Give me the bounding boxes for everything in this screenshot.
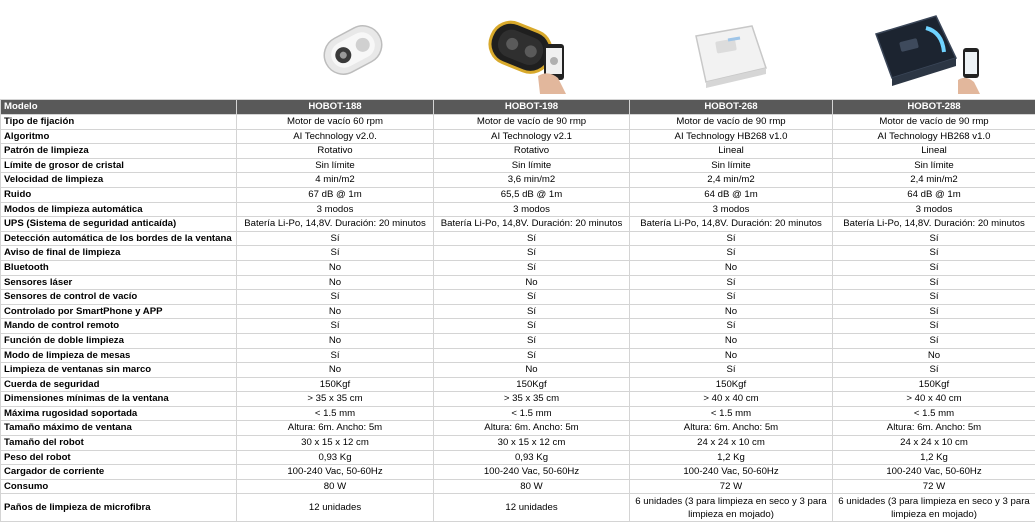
row-value: Lineal <box>833 144 1035 159</box>
row-value: Sí <box>434 246 630 261</box>
table-row <box>1 115 1035 130</box>
row-label: Sensores láser <box>1 275 237 290</box>
table-row <box>1 392 1035 407</box>
row-value: 4 min/m2 <box>237 173 434 188</box>
row-value: > 35 x 35 cm <box>237 392 434 407</box>
row-label: Dimensiones mínimas de la ventana <box>1 392 237 407</box>
row-value: 12 unidades <box>434 494 630 522</box>
header-model-label: Modelo <box>1 100 237 115</box>
table-row <box>1 144 1035 159</box>
row-value: 150Kgf <box>833 377 1035 392</box>
row-label: Tamaño máximo de ventana <box>1 421 237 436</box>
table-row <box>1 377 1035 392</box>
row-value: No <box>630 333 833 348</box>
row-value: Sí <box>833 363 1035 378</box>
table-row <box>1 173 1035 188</box>
row-value: Batería Li-Po, 14,8V. Duración: 20 minutos <box>434 217 630 232</box>
row-value: Sin límite <box>833 158 1035 173</box>
row-value: 1,2 Kg <box>630 450 833 465</box>
table-row <box>1 217 1035 232</box>
table-row <box>1 479 1035 494</box>
table-row <box>1 363 1035 378</box>
row-label: Tamaño del robot <box>1 436 237 451</box>
table-row <box>1 450 1035 465</box>
row-value: 100-240 Vac, 50-60Hz <box>434 465 630 480</box>
row-value: < 1.5 mm <box>237 406 434 421</box>
row-value: 3 modos <box>630 202 833 217</box>
table-row <box>1 304 1035 319</box>
row-value: 12 unidades <box>237 494 434 522</box>
row-value: No <box>237 260 434 275</box>
row-label: Patrón de limpieza <box>1 144 237 159</box>
row-value: Sí <box>237 246 434 261</box>
row-value: No <box>237 363 434 378</box>
row-value: Motor de vacío de 90 rmp <box>434 115 630 130</box>
table-row <box>1 406 1035 421</box>
row-label: UPS (Sistema de seguridad anticaída) <box>1 217 237 232</box>
row-value: Batería Li-Po, 14,8V. Duración: 20 minutos <box>630 217 833 232</box>
row-label: Limpieza de ventanas sin marco <box>1 363 237 378</box>
row-value: 3,6 min/m2 <box>434 173 630 188</box>
row-label: Cargador de corriente <box>1 465 237 480</box>
header-product-3: HOBOT-268 <box>630 100 833 115</box>
row-value: > 40 x 40 cm <box>630 392 833 407</box>
row-label: Velocidad de limpieza <box>1 173 237 188</box>
row-value: Sí <box>833 319 1035 334</box>
table-row <box>1 465 1035 480</box>
comparison-table <box>0 99 1035 522</box>
row-label: Paños de limpieza de microfibra <box>1 494 237 522</box>
hobot-268-image <box>688 6 772 94</box>
row-label: Bluetooth <box>1 260 237 275</box>
table-row <box>1 202 1035 217</box>
row-value: Sí <box>833 333 1035 348</box>
row-value: Sí <box>237 231 434 246</box>
row-value: Sí <box>237 319 434 334</box>
row-value: < 1.5 mm <box>630 406 833 421</box>
row-value: 67 dB @ 1m <box>237 187 434 202</box>
row-value: Sí <box>434 231 630 246</box>
row-value: Sí <box>237 348 434 363</box>
row-value: Altura: 6m. Ancho: 5m <box>434 421 630 436</box>
table-row <box>1 260 1035 275</box>
row-value: 100-240 Vac, 50-60Hz <box>630 465 833 480</box>
row-label: Función de doble limpieza <box>1 333 237 348</box>
row-label: Ruido <box>1 187 237 202</box>
header-product-4: HOBOT-288 <box>833 100 1035 115</box>
hobot-198-image <box>480 6 580 94</box>
row-value: Sí <box>833 260 1035 275</box>
header-product-2: HOBOT-198 <box>434 100 630 115</box>
row-label: Modos de limpieza automática <box>1 202 237 217</box>
row-value: 6 unidades (3 para limpieza en seco y 3 para limpieza en mojado) <box>630 494 833 522</box>
row-value: Batería Li-Po, 14,8V. Duración: 20 minutos <box>833 217 1035 232</box>
row-value: 3 modos <box>833 202 1035 217</box>
row-label: Cuerda de seguridad <box>1 377 237 392</box>
row-label: Límite de grosor de cristal <box>1 158 237 173</box>
row-value: Altura: 6m. Ancho: 5m <box>237 421 434 436</box>
row-value: > 40 x 40 cm <box>833 392 1035 407</box>
row-value: < 1.5 mm <box>434 406 630 421</box>
row-label: Aviso de final de limpieza <box>1 246 237 261</box>
row-value: 72 W <box>833 479 1035 494</box>
table-row <box>1 319 1035 334</box>
row-label: Peso del robot <box>1 450 237 465</box>
table-row <box>1 231 1035 246</box>
row-value: 24 x 24 x 10 cm <box>833 436 1035 451</box>
row-value: 24 x 24 x 10 cm <box>630 436 833 451</box>
table-row <box>1 129 1035 144</box>
row-value: 30 x 15 x 12 cm <box>434 436 630 451</box>
row-label: Sensores de control de vacío <box>1 290 237 305</box>
row-value: 100-240 Vac, 50-60Hz <box>833 465 1035 480</box>
row-value: Sí <box>630 363 833 378</box>
row-value: 30 x 15 x 12 cm <box>237 436 434 451</box>
row-label: Tipo de fijación <box>1 115 237 130</box>
table-row <box>1 290 1035 305</box>
row-value: No <box>630 348 833 363</box>
row-value: Sí <box>630 275 833 290</box>
row-label: Máxima rugosidad soportada <box>1 406 237 421</box>
row-value: Batería Li-Po, 14,8V. Duración: 20 minutos <box>237 217 434 232</box>
row-label: Consumo <box>1 479 237 494</box>
row-value: Motor de vacío 60 rpm <box>237 115 434 130</box>
row-value: 3 modos <box>237 202 434 217</box>
row-value: No <box>237 333 434 348</box>
row-value: 100-240 Vac, 50-60Hz <box>237 465 434 480</box>
row-value: No <box>630 260 833 275</box>
row-value: Sí <box>434 333 630 348</box>
row-value: No <box>630 304 833 319</box>
row-value: Sí <box>434 260 630 275</box>
row-value: 80 W <box>237 479 434 494</box>
row-value: Sí <box>434 304 630 319</box>
row-value: Sí <box>630 319 833 334</box>
table-row <box>1 246 1035 261</box>
row-value: 2,4 min/m2 <box>833 173 1035 188</box>
row-value: Rotativo <box>237 144 434 159</box>
header-product-1: HOBOT-188 <box>237 100 434 115</box>
row-value: Motor de vacío de 90 rmp <box>630 115 833 130</box>
row-value: > 35 x 35 cm <box>434 392 630 407</box>
row-value: Sí <box>630 290 833 305</box>
row-value: 150Kgf <box>237 377 434 392</box>
row-label: Mando de control remoto <box>1 319 237 334</box>
table-row <box>1 421 1035 436</box>
table-row <box>1 333 1035 348</box>
hobot-288-image <box>870 6 990 94</box>
table-row <box>1 158 1035 173</box>
row-value: Sí <box>833 304 1035 319</box>
table-row <box>1 348 1035 363</box>
row-value: Sí <box>833 246 1035 261</box>
table-header-row <box>1 100 1035 115</box>
row-value: AI Technology v2.1 <box>434 129 630 144</box>
row-value: Sí <box>833 275 1035 290</box>
row-value: Sí <box>833 231 1035 246</box>
table-row <box>1 187 1035 202</box>
row-value: 6 unidades (3 para limpieza en seco y 3 para limpieza en mojado) <box>833 494 1035 522</box>
row-label: Controlado por SmartPhone y APP <box>1 304 237 319</box>
row-value: Sí <box>237 290 434 305</box>
row-value: < 1.5 mm <box>833 406 1035 421</box>
row-value: Sí <box>833 290 1035 305</box>
row-value: Sí <box>434 319 630 334</box>
row-value: 3 modos <box>434 202 630 217</box>
row-value: Lineal <box>630 144 833 159</box>
row-value: AI Technology HB268 v1.0 <box>833 129 1035 144</box>
row-value: Sí <box>434 348 630 363</box>
table-row <box>1 436 1035 451</box>
row-value: Rotativo <box>434 144 630 159</box>
product-images-strip <box>0 0 1035 99</box>
row-value: Sí <box>630 246 833 261</box>
row-label: Modo de limpieza de mesas <box>1 348 237 363</box>
row-value: No <box>434 363 630 378</box>
row-value: 72 W <box>630 479 833 494</box>
row-value: 150Kgf <box>630 377 833 392</box>
row-label: Detección automática de los bordes de la ventana <box>1 231 237 246</box>
row-value: 1,2 Kg <box>833 450 1035 465</box>
row-value: Altura: 6m. Ancho: 5m <box>833 421 1035 436</box>
row-value: 0,93 Kg <box>237 450 434 465</box>
row-value: 150Kgf <box>434 377 630 392</box>
row-value: Sin límite <box>237 158 434 173</box>
row-value: 0,93 Kg <box>434 450 630 465</box>
row-value: AI Technology v2.0. <box>237 129 434 144</box>
table-row <box>1 494 1035 522</box>
row-value: Altura: 6m. Ancho: 5m <box>630 421 833 436</box>
row-value: Motor de vacío de 90 rmp <box>833 115 1035 130</box>
row-value: No <box>237 275 434 290</box>
row-value: 64 dB @ 1m <box>833 187 1035 202</box>
row-value: No <box>237 304 434 319</box>
table-row <box>1 275 1035 290</box>
row-value: AI Technology HB268 v1.0 <box>630 129 833 144</box>
row-value: Sin límite <box>630 158 833 173</box>
row-value: Sí <box>434 290 630 305</box>
table-body <box>1 115 1035 522</box>
row-label: Algoritmo <box>1 129 237 144</box>
row-value: Sí <box>630 231 833 246</box>
hobot-188-image <box>308 6 398 94</box>
row-value: 2,4 min/m2 <box>630 173 833 188</box>
row-value: 64 dB @ 1m <box>630 187 833 202</box>
row-value: Sin límite <box>434 158 630 173</box>
row-value: No <box>833 348 1035 363</box>
row-value: No <box>434 275 630 290</box>
row-value: 80 W <box>434 479 630 494</box>
row-value: 65,5 dB @ 1m <box>434 187 630 202</box>
